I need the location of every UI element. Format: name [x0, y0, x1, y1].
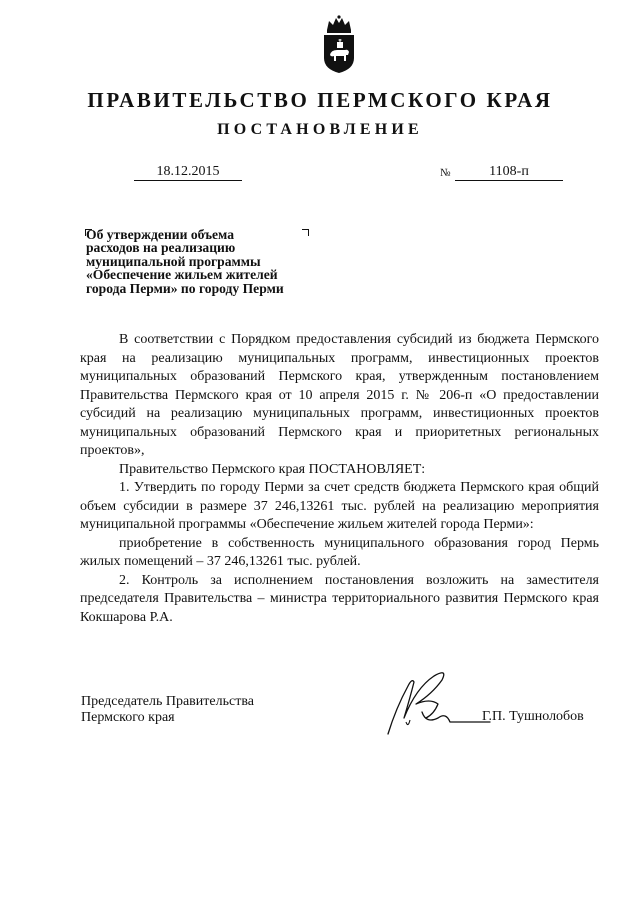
subject-line: муниципальной программы	[86, 253, 261, 269]
document-type: ПОСТАНОВЛЕНИЕ	[217, 121, 423, 138]
document-number: 1108-п	[455, 164, 563, 181]
signer-position-line: Пермского края	[81, 710, 175, 725]
document-subject	[86, 228, 326, 295]
signer-position-line: Председатель Правительства	[81, 694, 254, 709]
subject-line: Об утверждении объема	[86, 227, 235, 242]
document-body	[80, 331, 599, 627]
signer-position	[81, 694, 254, 726]
coat-of-arms-icon	[316, 14, 362, 74]
government-title: ПРАВИТЕЛЬСТВО ПЕРМСКОГО КРАЯ	[87, 88, 553, 112]
body-paragraph: Правительство Пермского края ПОСТАНОВЛЯЕТ:	[119, 461, 426, 477]
number-label: №	[440, 167, 451, 179]
signer-name: Г.П. Тушнолобов	[482, 709, 584, 724]
subject-line: расходов на реализацию	[86, 240, 236, 256]
body-paragraph: 2. Контроль за исполнением постановления возложить на заместителя председателя Правительства – министра территориального развития Пермского края Кокшарова Р.А.	[80, 572, 599, 625]
body-paragraph: В соответствии с Порядком предоставления субсидий из бюджета Пермского края на реализацию муниципальных программ, инвестиционных проектов муниципальных образований Пермского края, утвержденным постановлением Правительства Пермского края от 10 апреля 2015 г. № 206-п «О предоставлении субсидий на реализацию муниципальных программ, инвестиционных проектов муниципальных образований Пермского края и приоритетных региональных проектов»,	[80, 332, 599, 458]
body-paragraph: 1. Утвердить по городу Перми за счет средств бюджета Пермского края общий объем субсидии в размере 37 246,13261 тыс. рублей на реализацию мероприятия муниципальной программы «Обеспечение жильем жителей города Перми»:	[80, 480, 599, 532]
body-paragraph: приобретение в собственность муниципального образования город Пермь жилых помещений – 37 246,13261 тыс. рублей.	[80, 535, 599, 569]
subject-line: города Перми» по городу Перми	[86, 280, 284, 296]
document-date: 18.12.2015	[134, 164, 242, 181]
handwritten-signature-icon	[386, 668, 496, 736]
subject-line: «Обеспечение жильем жителей	[86, 267, 278, 283]
